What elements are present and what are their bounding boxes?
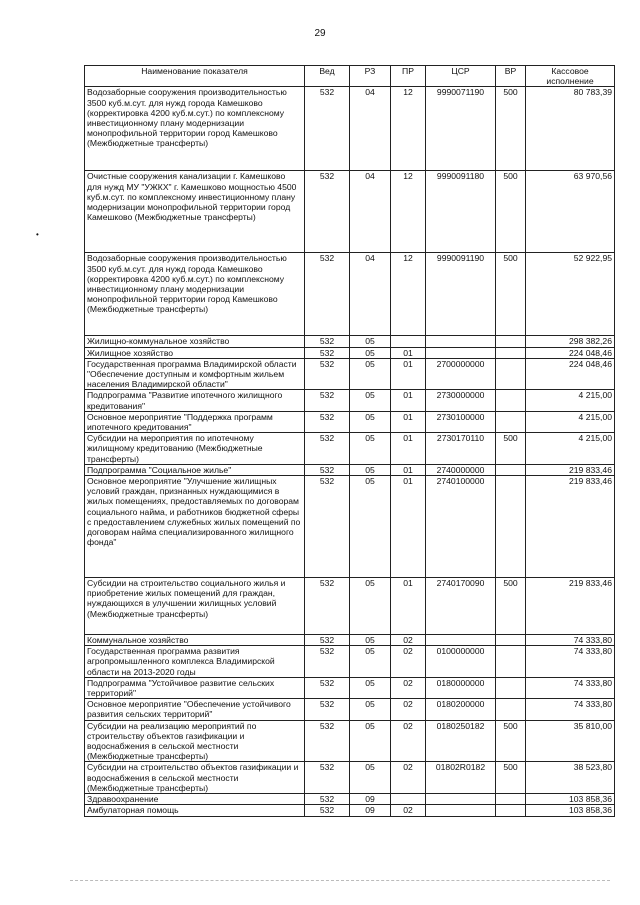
cell-name: Водозаборные сооружения производительностью 3500 куб.м.сут. для нужд города Камешково (корректировка 4200 куб.м.сут.) по комплексному инвестиционному плану модернизации монопрофильной территории город Камешково (Межбюджетные трансферты)	[85, 87, 305, 171]
cell-rz: 05	[350, 476, 391, 578]
cell-name: Субсидии на строительство объектов газификации и водоснабжения в сельской местности (Межбюджетные трансферты)	[85, 762, 305, 794]
cell-rz: 05	[350, 699, 391, 720]
header-csr: ЦСР	[426, 66, 496, 87]
cell-sum: 4 215,00	[526, 411, 615, 432]
cell-pr: 12	[391, 87, 426, 171]
cell-pr: 02	[391, 646, 426, 678]
cell-name: Амбулаторная помощь	[85, 805, 305, 816]
cell-vr	[496, 336, 526, 347]
table-row	[85, 358, 615, 390]
cell-csr	[426, 805, 496, 816]
cell-pr	[391, 336, 426, 347]
cell-pr: 01	[391, 347, 426, 358]
cell-rz: 04	[350, 87, 391, 171]
page-number: 29	[314, 28, 326, 39]
cell-name: Коммунальное хозяйство	[85, 635, 305, 646]
cell-name: Основное мероприятие "Поддержка программ ипотечного кредитования"	[85, 411, 305, 432]
cell-ved: 532	[305, 433, 350, 465]
table-row	[85, 253, 615, 336]
cell-rz: 05	[350, 578, 391, 635]
cell-rz: 05	[350, 433, 391, 465]
table-row	[85, 635, 615, 646]
cell-pr: 01	[391, 358, 426, 390]
cell-rz: 05	[350, 411, 391, 432]
cell-ved: 532	[305, 794, 350, 805]
cell-rz: 05	[350, 762, 391, 794]
cell-sum: 224 048,46	[526, 358, 615, 390]
cell-sum: 4 215,00	[526, 390, 615, 411]
cell-pr	[391, 794, 426, 805]
cell-csr: 2730100000	[426, 411, 496, 432]
cell-rz: 05	[350, 720, 391, 762]
cell-sum: 224 048,46	[526, 347, 615, 358]
table-row	[85, 578, 615, 635]
table-row	[85, 476, 615, 578]
cell-rz: 04	[350, 253, 391, 336]
cell-csr: 2740100000	[426, 476, 496, 578]
cell-csr: 0180250182	[426, 720, 496, 762]
header-name: Наименование показателя	[85, 66, 305, 87]
cell-csr	[426, 635, 496, 646]
cell-ved: 532	[305, 171, 350, 253]
table-row	[85, 794, 615, 805]
cell-name: Основное мероприятие "Обеспечение устойчивого развития сельских территорий"	[85, 699, 305, 720]
cell-csr: 0180200000	[426, 699, 496, 720]
header-rz: РЗ	[350, 66, 391, 87]
table-row	[85, 171, 615, 253]
cell-ved: 532	[305, 87, 350, 171]
table-row	[85, 677, 615, 698]
cell-vr: 500	[496, 720, 526, 762]
cell-name: Здравоохранение	[85, 794, 305, 805]
cell-ved: 532	[305, 347, 350, 358]
cell-ved: 532	[305, 578, 350, 635]
header-pr: ПР	[391, 66, 426, 87]
cell-name: Государственная программа развития агропромышленного комплекса Владимирской области на 2013-2020 годы	[85, 646, 305, 678]
cell-sum: 74 333,80	[526, 677, 615, 698]
cell-ved: 532	[305, 699, 350, 720]
cell-pr: 02	[391, 677, 426, 698]
cell-sum: 103 858,36	[526, 794, 615, 805]
cell-csr: 9990091190	[426, 253, 496, 336]
cell-pr: 02	[391, 762, 426, 794]
table-row	[85, 762, 615, 794]
cell-sum: 103 858,36	[526, 805, 615, 816]
cell-vr: 500	[496, 87, 526, 171]
cell-name: Субсидии на реализацию мероприятий по строительству объектов газификации и водоснабжения в сельской местности (Межбюджетные трансферты)	[85, 720, 305, 762]
cell-vr	[496, 411, 526, 432]
cell-vr	[496, 358, 526, 390]
cell-rz: 05	[350, 336, 391, 347]
table-row	[85, 720, 615, 762]
cell-ved: 532	[305, 677, 350, 698]
cell-sum: 74 333,80	[526, 646, 615, 678]
cell-vr	[496, 805, 526, 816]
cell-rz: 04	[350, 171, 391, 253]
cell-csr: 9990091180	[426, 171, 496, 253]
cell-rz: 05	[350, 635, 391, 646]
cell-pr: 02	[391, 720, 426, 762]
cell-sum: 219 833,46	[526, 578, 615, 635]
cell-rz: 09	[350, 805, 391, 816]
cell-vr	[496, 646, 526, 678]
cell-pr: 01	[391, 476, 426, 578]
cell-name: Субсидии на строительство социального жилья и приобретение жилых помещений для граждан, нуждающихся в улучшении жилищных условий (Межбюджетные трансферты)	[85, 578, 305, 635]
cell-pr: 12	[391, 253, 426, 336]
header-vr: ВР	[496, 66, 526, 87]
cell-ved: 532	[305, 635, 350, 646]
cell-csr: 9990071190	[426, 87, 496, 171]
cell-sum: 38 523,80	[526, 762, 615, 794]
cell-sum: 74 333,80	[526, 699, 615, 720]
cell-csr: 0180000000	[426, 677, 496, 698]
cell-sum: 74 333,80	[526, 635, 615, 646]
cell-sum: 219 833,46	[526, 476, 615, 578]
cell-rz: 09	[350, 794, 391, 805]
cell-name: Подпрограмма "Социальное жилье"	[85, 464, 305, 475]
margin-bullet-mark: •	[36, 230, 39, 239]
cell-pr: 02	[391, 635, 426, 646]
cell-ved: 532	[305, 358, 350, 390]
cell-vr	[496, 794, 526, 805]
cell-rz: 05	[350, 677, 391, 698]
cell-pr: 12	[391, 171, 426, 253]
table-row	[85, 336, 615, 347]
cell-name: Основное мероприятие "Улучшение жилищных условий граждан, признанных нуждающимися в жилых помещениях, предоставляемых по договорам социального найма, и работников бюджетной сферы с предоставлением служебных жилых помещений по договорам найма специализированного жилищного фонда"	[85, 476, 305, 578]
cell-pr: 02	[391, 805, 426, 816]
cell-vr: 500	[496, 171, 526, 253]
cell-pr: 01	[391, 464, 426, 475]
cell-ved: 532	[305, 464, 350, 475]
cell-csr: 01802R0182	[426, 762, 496, 794]
table-row	[85, 433, 615, 465]
cell-vr: 500	[496, 433, 526, 465]
table-row	[85, 390, 615, 411]
table-row	[85, 805, 615, 816]
cell-name: Государственная программа Владимирской области "Обеспечение доступным и комфортным жильем населения Владимирской области"	[85, 358, 305, 390]
cell-pr: 01	[391, 433, 426, 465]
cell-name: Подпрограмма "Устойчивое развитие сельских территорий"	[85, 677, 305, 698]
cell-csr: 2730170110	[426, 433, 496, 465]
cell-rz: 05	[350, 464, 391, 475]
cell-rz: 05	[350, 358, 391, 390]
cell-csr: 2740170090	[426, 578, 496, 635]
cell-pr: 01	[391, 411, 426, 432]
cell-pr: 01	[391, 578, 426, 635]
table-row	[85, 411, 615, 432]
cell-vr: 500	[496, 578, 526, 635]
table-row	[85, 87, 615, 171]
cell-csr	[426, 794, 496, 805]
cell-vr	[496, 476, 526, 578]
cell-vr	[496, 677, 526, 698]
cell-sum: 219 833,46	[526, 464, 615, 475]
cell-sum: 35 810,00	[526, 720, 615, 762]
cell-name: Водозаборные сооружения производительностью 3500 куб.м.сут. для нужд города Камешково (корректировка 4200 куб.м.сут.) по комплексному инвестиционному плану модернизации монопрофильной территории город Камешково (Межбюджетные трансферты)	[85, 253, 305, 336]
cell-sum: 63 970,56	[526, 171, 615, 253]
cell-csr: 2740000000	[426, 464, 496, 475]
cell-ved: 532	[305, 411, 350, 432]
table-header-row	[85, 66, 615, 87]
cell-pr: 02	[391, 699, 426, 720]
header-cash: Кассовое исполнение	[526, 66, 615, 87]
table-body	[85, 87, 615, 816]
cell-rz: 05	[350, 390, 391, 411]
cell-rz: 05	[350, 347, 391, 358]
cell-name: Жилищное хозяйство	[85, 347, 305, 358]
cell-csr	[426, 336, 496, 347]
cell-vr	[496, 699, 526, 720]
cell-ved: 532	[305, 253, 350, 336]
cell-ved: 532	[305, 646, 350, 678]
cell-ved: 532	[305, 336, 350, 347]
cell-name: Подпрограмма "Развитие ипотечного жилищного кредитования"	[85, 390, 305, 411]
cell-name: Жилищно-коммунальное хозяйство	[85, 336, 305, 347]
cell-vr: 500	[496, 253, 526, 336]
cell-name: Очистные сооружения канализации г. Камешково для нужд МУ "УЖКХ" г. Камешково мощностью 4500 куб.м.сут. по комплексному инвестиционному плану модернизации монопрофильной территории город Камешково (Межбюджетные трансферты)	[85, 171, 305, 253]
cell-ved: 532	[305, 390, 350, 411]
cell-csr: 2700000000	[426, 358, 496, 390]
cell-sum: 80 783,39	[526, 87, 615, 171]
cell-ved: 532	[305, 720, 350, 762]
cell-csr: 0100000000	[426, 646, 496, 678]
table-row	[85, 699, 615, 720]
cell-vr	[496, 347, 526, 358]
header-ved: Вед	[305, 66, 350, 87]
page-bottom-rule	[70, 880, 610, 881]
cell-sum: 298 382,26	[526, 336, 615, 347]
budget-execution-table	[84, 65, 615, 817]
cell-ved: 532	[305, 762, 350, 794]
cell-pr: 01	[391, 390, 426, 411]
cell-ved: 532	[305, 805, 350, 816]
table-row	[85, 464, 615, 475]
cell-sum: 52 922,95	[526, 253, 615, 336]
cell-vr	[496, 635, 526, 646]
cell-name: Субсидии на мероприятия по ипотечному жилищному кредитованию (Межбюджетные трансферты)	[85, 433, 305, 465]
cell-sum: 4 215,00	[526, 433, 615, 465]
table-row	[85, 347, 615, 358]
table-row	[85, 646, 615, 678]
cell-vr: 500	[496, 762, 526, 794]
cell-rz: 05	[350, 646, 391, 678]
cell-csr: 2730000000	[426, 390, 496, 411]
cell-vr	[496, 464, 526, 475]
cell-vr	[496, 390, 526, 411]
cell-csr	[426, 347, 496, 358]
cell-ved: 532	[305, 476, 350, 578]
